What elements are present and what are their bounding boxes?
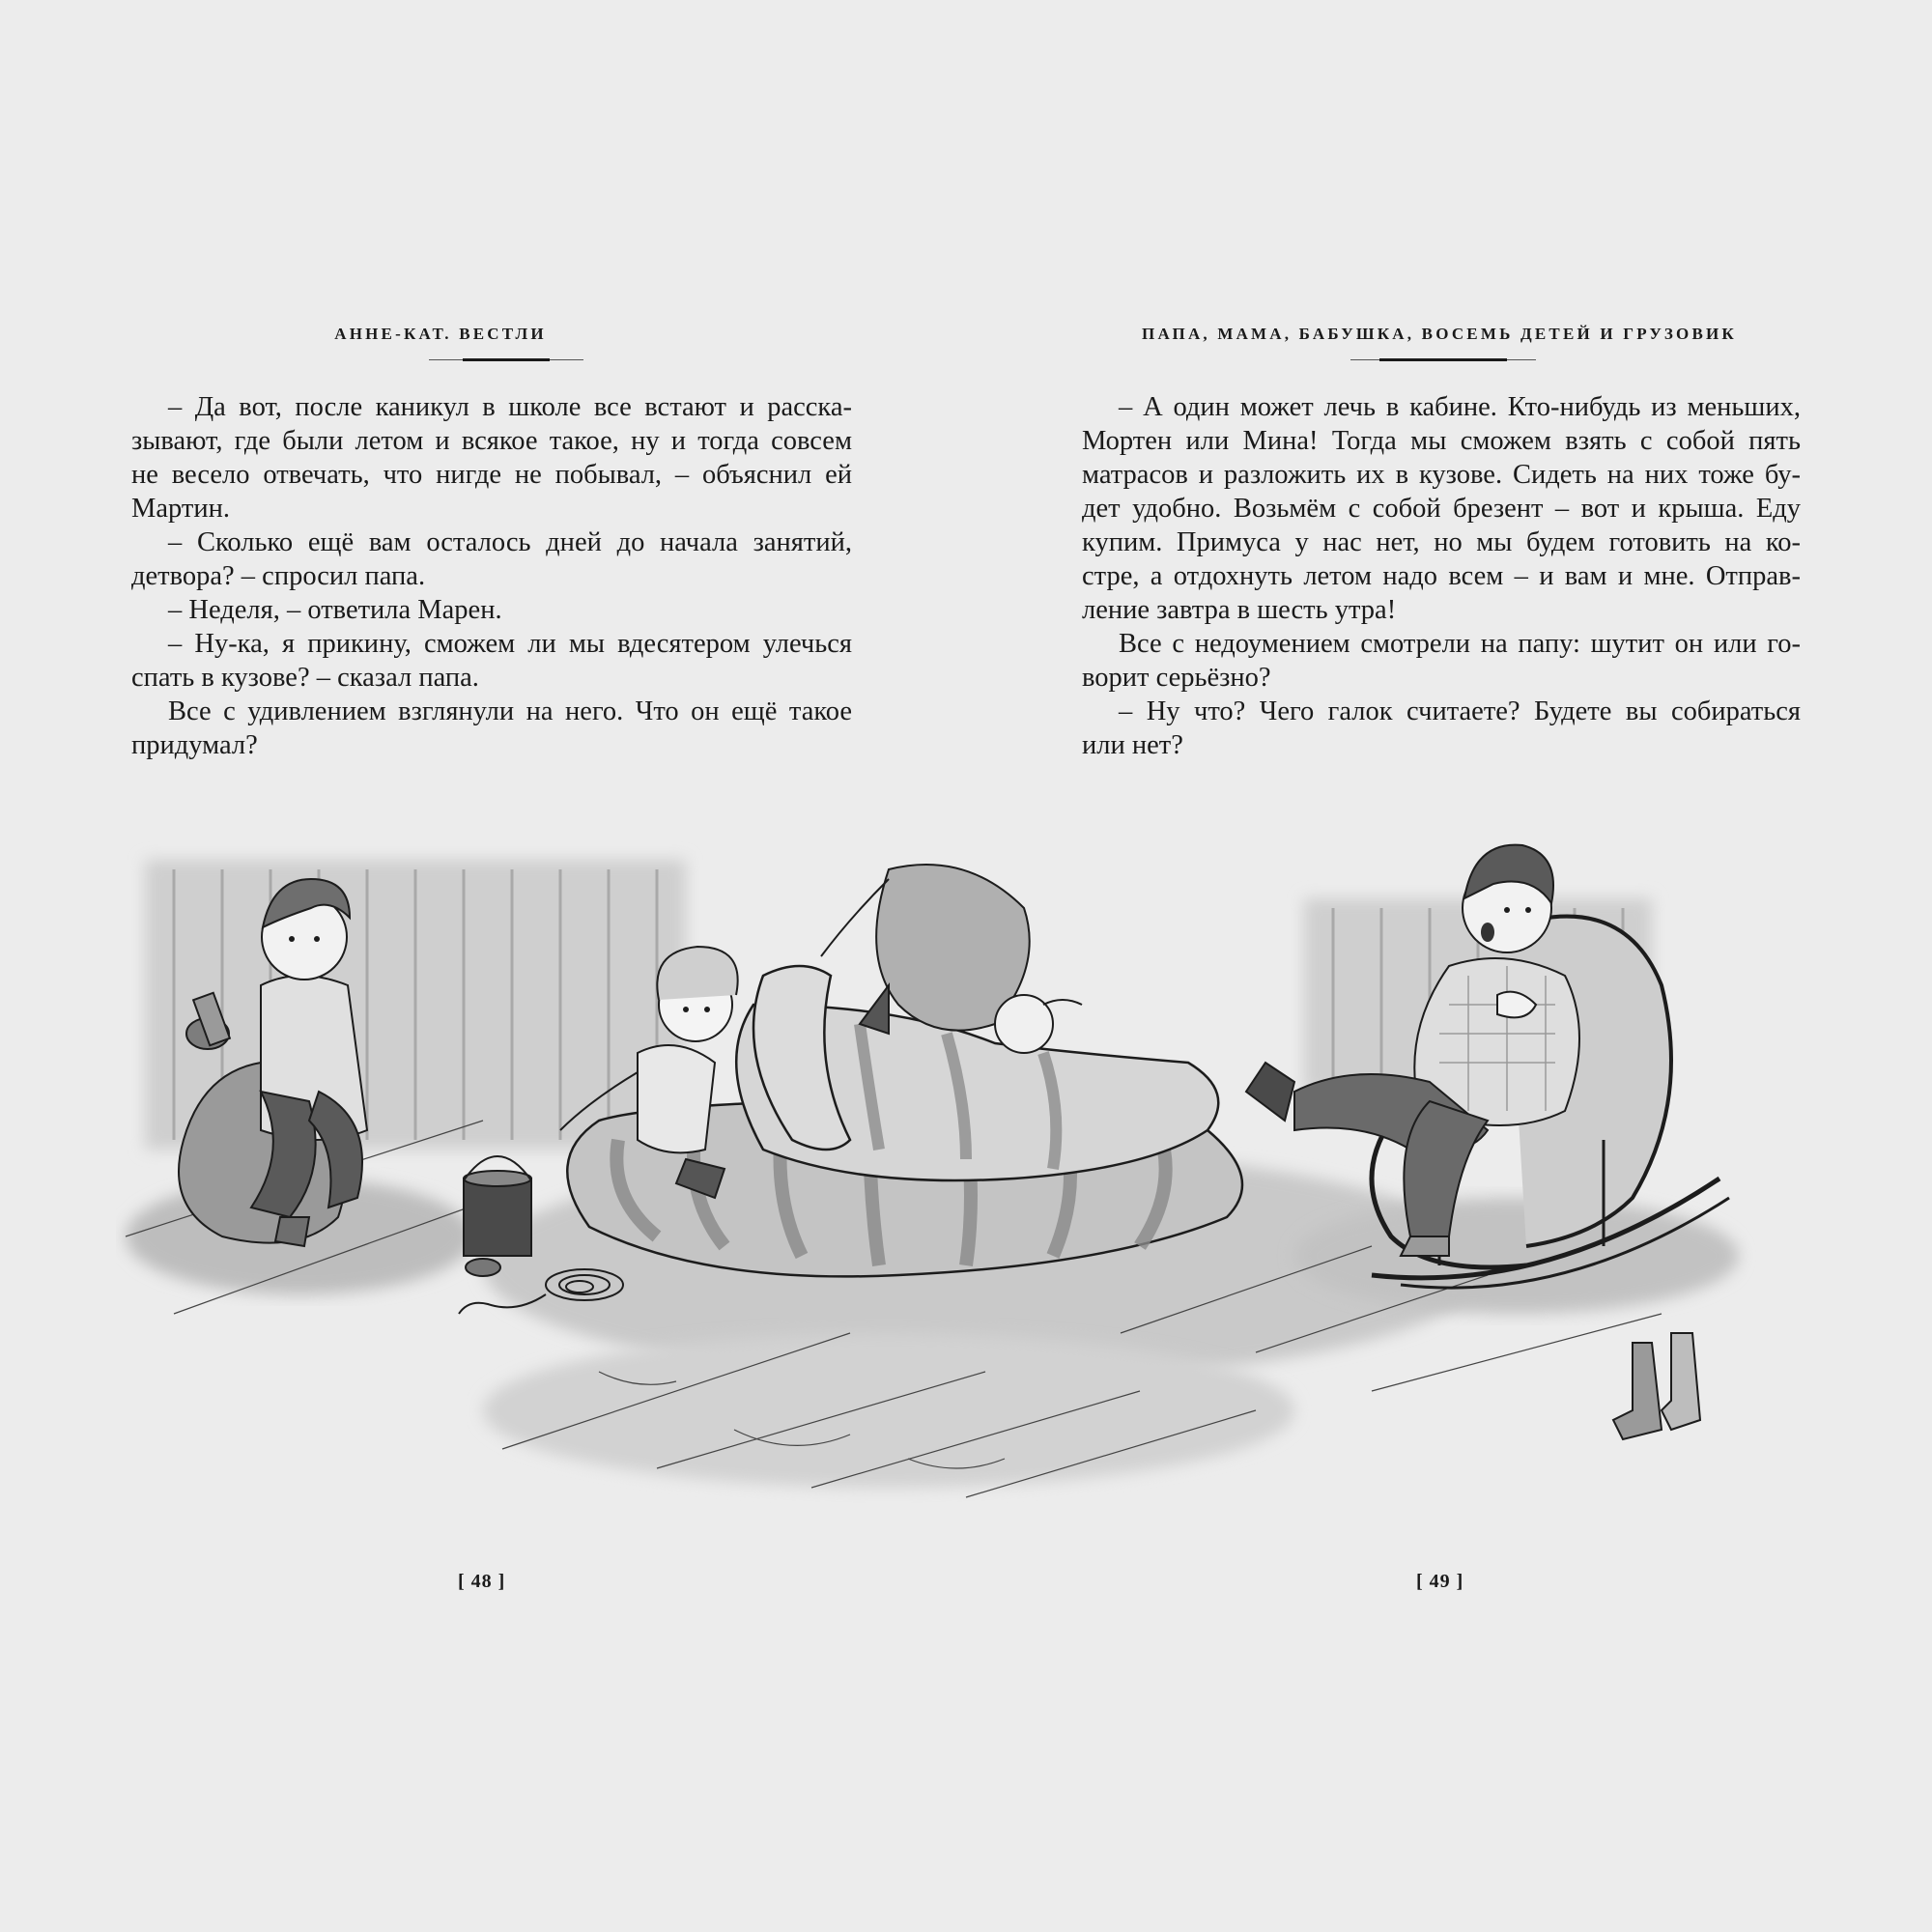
text-line: стре, а отдохнуть летом надо всем – и вам и мне. Отправ- (1082, 561, 1801, 591)
text-line: или нет? (1082, 730, 1183, 760)
text-line: Все с недоумением смотрели на папу: шутит он или го- (1119, 629, 1801, 659)
text-line: матрасов и разложить их в кузове. Сидеть на них тоже бу- (1082, 460, 1801, 490)
boots (1613, 1333, 1700, 1439)
tumbling-child (821, 865, 1082, 1053)
text-line: ворит серьёзно? (1082, 663, 1271, 693)
text-line: купим. Примуса у нас нет, но мы будем готовить на ко- (1082, 527, 1801, 557)
text-line: – Сколько ещё вам осталось дней до начала занятий, (168, 527, 852, 557)
text-line: детвора? – спросил папа. (131, 561, 426, 591)
body-text (1082, 390, 1801, 762)
text-line: – А один может лечь в кабине. Кто-нибудь из меньших, (1119, 392, 1801, 422)
text-line: придумал? (131, 730, 258, 760)
text-line: – Да вот, после каникул в школе все встают и расска- (168, 392, 852, 422)
text-line: дет удобно. Возьмём с собой брезент – вот и крыша. Еду (1082, 494, 1801, 524)
header-rule (1350, 359, 1536, 360)
text-line: Все с удивлением взглянули на него. Что он ещё такое (168, 696, 852, 726)
page-number: [ 49 ] (1416, 1571, 1464, 1592)
text-line: – Ну-ка, я прикину, сможем ли мы вдесятером улечься (168, 629, 852, 659)
pot (464, 1156, 531, 1256)
text-line: – Ну что? Чего галок считаете? Будете вы собираться (1119, 696, 1801, 726)
text-line: спать в кузове? – сказал папа. (131, 663, 479, 693)
illustration (116, 831, 1768, 1507)
text-line: Мартин. (131, 494, 230, 524)
body-text (131, 390, 852, 762)
text-line: – Неделя, – ответила Марен. (168, 595, 502, 625)
text-line: зывают, где были летом и всякое такое, ну и тогда совсем (131, 426, 852, 456)
header-rule (429, 359, 583, 360)
page-number: [ 48 ] (458, 1571, 506, 1592)
running-header-title: ПАПА, МАМА, БАБУШКА, ВОСЕМЬ ДЕТЕЙ И ГРУЗОВИК (1142, 325, 1737, 343)
text-line: ление завтра в шесть утра! (1082, 595, 1397, 625)
text-line: не весело отвечать, что нигде не побывал, – объяснил ей (131, 460, 852, 490)
running-header-author: АННЕ-КАТ. ВЕСТЛИ (334, 325, 547, 343)
text-line: Мортен или Мина! Тогда мы сможем взять с собой пять (1082, 426, 1801, 456)
